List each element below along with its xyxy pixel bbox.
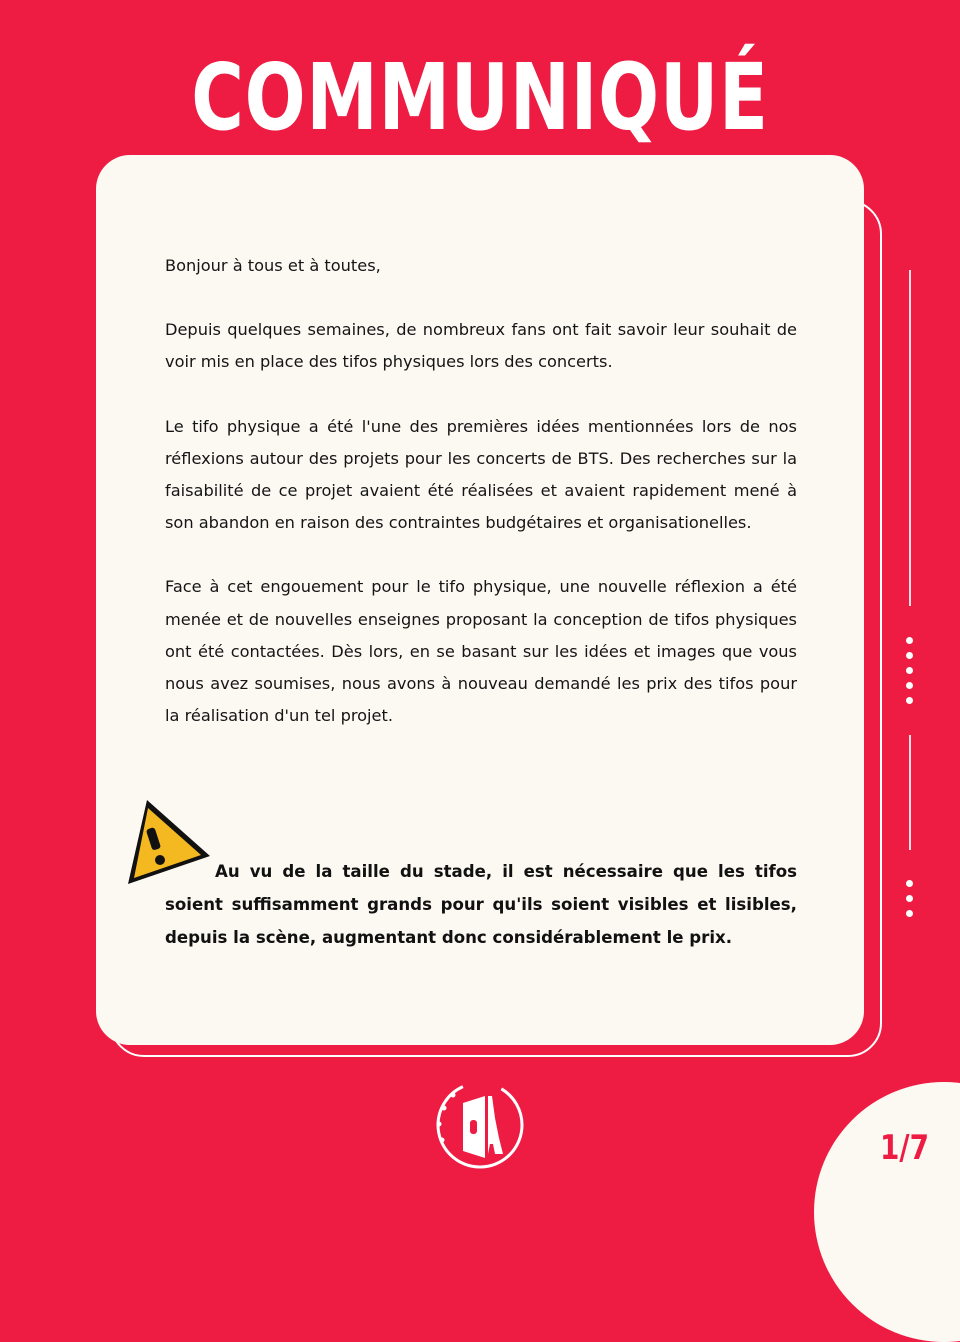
greeting: Bonjour à tous et à toutes, — [165, 256, 381, 275]
warning-text — [165, 855, 797, 954]
side-dot — [906, 652, 913, 659]
side-line-bottom — [909, 735, 911, 850]
side-dot — [906, 895, 913, 902]
side-dot — [906, 880, 913, 887]
paragraph-1: Depuis quelques semaines, de nombreux fans ont fait savoir leur souhait de voir mis en place des tifos physiques lors des concerts. — [165, 320, 797, 372]
side-dot — [906, 697, 913, 704]
page-title: COMMUNIQUÉ — [191, 44, 769, 151]
side-line-top — [909, 270, 911, 606]
side-dot — [906, 637, 913, 644]
warning-text-content: Au vu de la taille du stade, il est nécessaire que les tifos soient suffisamment grands pour qu'ils soient visibles et lisibles, depuis la scène, augmentant donc considérablement le prix. — [165, 862, 797, 947]
page-corner — [814, 1082, 960, 1342]
body-text — [165, 250, 797, 764]
paragraph-3: Face à cet engouement pour le tifo physique, une nouvelle réflexion a été menée et de nouvelles enseignes proposant la conception de tifos physiques ont été contactées. Dès lors, en se basant sur les idées et images que vous nous avez soumises, nous avons à nouveau demandé les prix des tifos pour la réalisation d'un tel projet. — [165, 577, 797, 726]
logo-icon — [433, 1078, 527, 1172]
side-dot — [906, 667, 913, 674]
paragraph-2: Le tifo physique a été l'une des premières idées mentionnées lors de nos réflexions autour des projets pour les concerts de BTS. Des recherches sur la faisabilité de ce projet avaient été réalisées et avaient rapidement mené à son abandon en raison des contraintes budgétaires et organisationelles. — [165, 416, 797, 533]
side-dot — [906, 682, 913, 689]
side-dot — [906, 910, 913, 917]
page-number: 1/7 — [880, 1128, 929, 1168]
